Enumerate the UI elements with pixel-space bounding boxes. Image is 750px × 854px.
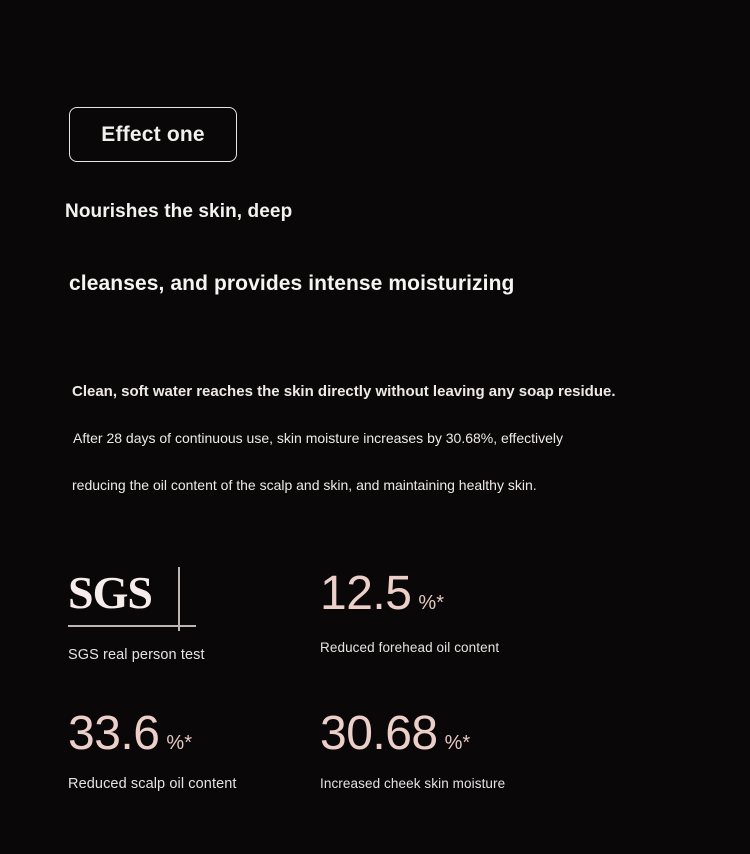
sgs-logo	[68, 567, 196, 629]
stat-scalp-oil	[68, 700, 320, 830]
body-line-1: Clean, soft water reaches the skin directly without leaving any soap residue.	[72, 383, 616, 400]
stat-cheek-moisture-number: 30.68	[320, 707, 438, 760]
stats-grid	[68, 560, 688, 830]
body-paragraph	[72, 368, 692, 509]
effect-badge	[69, 107, 237, 162]
sgs-logo-vertical-rule	[178, 567, 180, 631]
body-line-2: After 28 days of continuous use, skin moisture increases by 30.68%, effectively	[73, 430, 563, 446]
sgs-logo-text: SGS	[68, 567, 152, 618]
stat-forehead-oil	[320, 560, 572, 700]
stat-sgs-caption: SGS real person test	[68, 647, 205, 663]
stats-row-1	[68, 560, 688, 700]
stats-row-2	[68, 700, 688, 830]
stat-cheek-moisture	[320, 700, 572, 830]
stat-cheek-moisture-unit: %*	[444, 732, 471, 754]
stat-sgs-test	[68, 560, 320, 700]
stat-forehead-oil-unit: %*	[418, 592, 444, 614]
headline-line-2: cleanses, and provides intense moisturizing	[69, 272, 515, 295]
stat-scalp-oil-number: 33.6	[68, 707, 160, 760]
stat-forehead-oil-number: 12.5	[320, 567, 412, 620]
sgs-logo-underline	[68, 625, 196, 627]
stat-forehead-oil-value	[320, 566, 572, 622]
headline-line-1: Nourishes the skin, deep	[65, 201, 293, 222]
stat-cheek-moisture-caption: Increased cheek skin moisture	[320, 776, 506, 791]
stat-cheek-moisture-value	[320, 706, 572, 762]
stat-scalp-oil-caption: Reduced scalp oil content	[68, 776, 237, 792]
stat-scalp-oil-unit: %*	[166, 732, 192, 754]
effect-badge-label: Effect one	[101, 122, 205, 146]
stat-scalp-oil-value	[68, 706, 320, 762]
body-line-3: reducing the oil content of the scalp and skin, and maintaining healthy skin.	[72, 477, 537, 493]
stat-forehead-oil-caption: Reduced forehead oil content	[320, 640, 500, 655]
